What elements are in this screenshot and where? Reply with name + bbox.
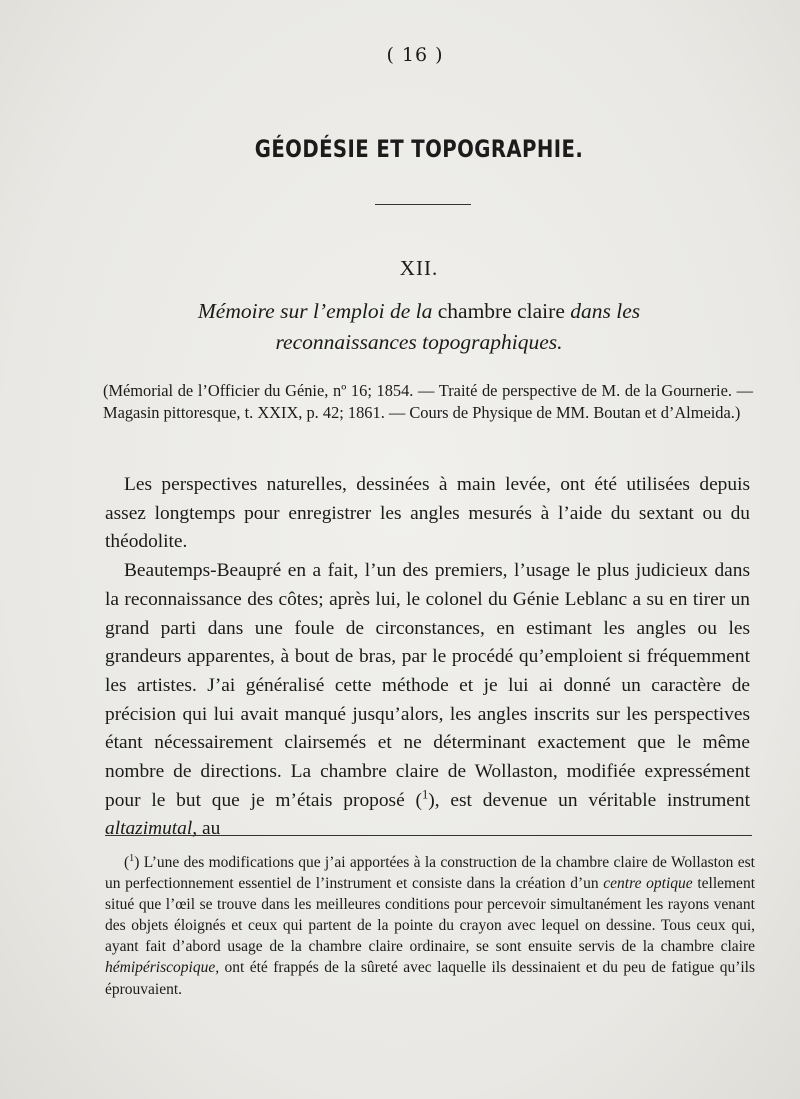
- paragraph-2: [105, 557, 750, 844]
- footnote-text-b: tellement situé que l’œil se trouve dans les meilleures conditions pour percevoir simultanément les rayons venant des objets éloignés et ceux qui partent de la pointe du crayon avec lequel on dessine. Tous ceux qui, ayant fait d’abord usage de la chambre claire ordinaire, se sont ensuite servis de la chambre claire: [105, 875, 755, 956]
- memoire-title-part3: dans les: [570, 299, 641, 323]
- paragraph-2-end: au: [197, 818, 221, 840]
- paragraph-2-italic: altazimutal,: [105, 818, 198, 840]
- footnote-marker: 1: [129, 852, 135, 864]
- footnote-text-c: ont été frappés de la sûreté avec laquelle ils dessinaient et du peu de fatigue qu’ils éprouvaient.: [105, 959, 755, 998]
- page-number: ( 16 ): [386, 44, 444, 66]
- bibliographic-references: (Mémorial de l’Officier du Génie, nº 16; 1854. — Traité de perspective de M. de la Gournerie. — Magasin pittoresque, t. XXIX, p. 42; 1861. — Cours de Physique de MM. Boutan et d’Almeida.): [103, 381, 753, 422]
- footnote-italic-a: centre optique: [603, 875, 693, 893]
- paragraph-1: Les perspectives naturelles, dessinées à main levée, ont été utilisées depuis assez longtemps pour enregistrer les angles mesurés à l’aide du sextant ou du théodolite.: [105, 474, 750, 553]
- footnote-divider: [105, 835, 752, 836]
- paragraph-2-continuation: ), est devenue un véritable instrument: [428, 789, 750, 811]
- footnote: ($^1$) L’une des modifications que j’ai apportées à la construction de la chambre claire de Wollaston est un perfectionnement essentiel de l’instrument et consiste dans la création d’un centre optique tellement situé que l’œil se trouve dans les meilleures conditions pour percevoir simultanément les rayons venant des objets éloignés et ceux qui partent de la pointe du crayon avec lequel on dessine. Tous ceux qui, ayant fait d’abord usage de la chambre claire ordinaire, se sont ensuite servis de la chambre claire hémipériscopique, ont été frappés de la sûreté avec laquelle ils dessinaient et du peu de fatigue qu’ils éprouvaient.: [105, 852, 755, 998]
- paragraph-2-text: Beautemps-Beaupré en a fait, l’un des premiers, l’usage le plus judicieux dans la reconnaissance des côtes; après lui, le colonel du Génie Leblanc a su en tirer un grand parti dans une foule de circonstances, en estimant les angles ou les grandeurs apparentes, à bout de bras, par le procédé qu’emploient si fréquemment les artistes. J’ai généralisé cette méthode et je lui ai donné un caractère de précision qui lui avait manqué jusqu’alors, les angles inscrits sur les perspectives étant nécessairement clairsemés et ne déterminant exactement que le même nombre de directions. La chambre claire de Wollaston, modifiée expressément pour le but que je m’étais proposé (: [105, 560, 750, 811]
- memoire-title-part2: chambre claire: [437, 299, 565, 323]
- section-title: GÉODÉSIE ET TOPOGRAPHIE.: [254, 135, 584, 163]
- title-divider: [375, 204, 471, 205]
- footnote-reference[interactable]: 1: [421, 787, 429, 802]
- memoire-title-line2: reconnaissances topographiques.: [275, 330, 563, 354]
- footnote-italic-b: hémipériscopique,: [105, 959, 220, 977]
- chapter-number: XII.: [399, 256, 439, 280]
- footnote-text-a: ) L’une des modifications que j’ai apportées à la construction de la chambre claire de Wollaston est un perfectionnement essentiel de l’instrument et consiste dans la création d’un: [105, 854, 755, 893]
- body-text: [105, 471, 750, 844]
- memoire-title-part1: Mémoire sur l’emploi de la: [197, 299, 433, 323]
- memoire-title: [0, 296, 800, 358]
